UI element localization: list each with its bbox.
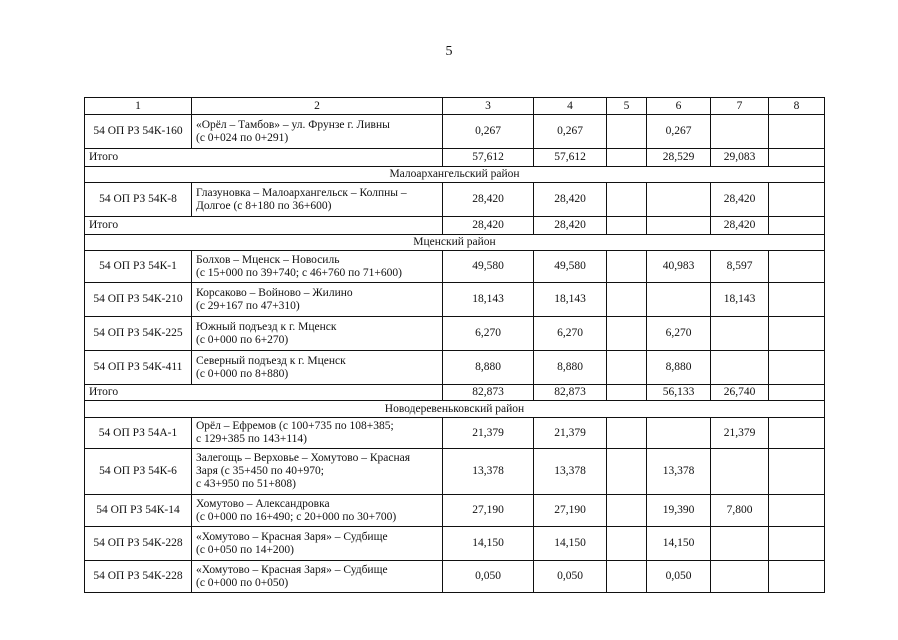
value-cell-3: 21,379 [443, 418, 534, 449]
district-title: Мценский район [85, 235, 825, 251]
value-cell-6: 0,267 [647, 115, 711, 149]
value-cell-8 [769, 495, 825, 527]
roads-table [84, 97, 825, 593]
road-name-line: «Орёл – Тамбов» – ул. Фрунзе г. Ливны [196, 118, 390, 131]
value-cell-8 [769, 115, 825, 149]
value-cell-8 [769, 561, 825, 593]
value-cell-4: 82,873 [534, 385, 607, 401]
table-row [85, 351, 825, 385]
value-cell-5 [607, 418, 647, 449]
value-cell-6: 13,378 [647, 449, 711, 495]
value-cell-6 [647, 183, 711, 217]
total-label: Итого [85, 149, 443, 167]
road-name-line: Глазуновка – Малоархангельск – Колпны – [196, 186, 407, 199]
value-cell-8 [769, 418, 825, 449]
road-code: 54 ОП РЗ 54К-6 [85, 449, 192, 495]
value-cell-5 [607, 561, 647, 593]
value-cell-6: 40,983 [647, 251, 711, 283]
value-cell-5 [607, 527, 647, 561]
value-cell-8 [769, 351, 825, 385]
value-cell-8 [769, 385, 825, 401]
table-row [85, 527, 825, 561]
value-cell-7: 21,379 [711, 418, 769, 449]
district-section-row [85, 235, 825, 251]
road-name-line: (с 0+000 по 6+270) [196, 333, 289, 346]
district-section-row [85, 401, 825, 418]
road-name-line: с 43+950 по 51+808) [196, 478, 296, 490]
value-cell-3: 49,580 [443, 251, 534, 283]
value-cell-7: 18,143 [711, 283, 769, 317]
value-cell-6: 14,150 [647, 527, 711, 561]
value-cell-3: 14,150 [443, 527, 534, 561]
value-cell-5 [607, 149, 647, 167]
road-name-line: Южный подъезд к г. Мценск [196, 320, 337, 333]
header-cell: 3 [443, 98, 534, 115]
district-title: Малоархангельский район [85, 167, 825, 183]
value-cell-8 [769, 317, 825, 351]
header-cell: 6 [647, 98, 711, 115]
road-name [192, 183, 443, 217]
road-name-line: (с 29+167 по 47+310) [196, 299, 300, 312]
road-code: 54 ОП РЗ 54К-14 [85, 495, 192, 527]
value-cell-8 [769, 251, 825, 283]
value-cell-4: 49,580 [534, 251, 607, 283]
value-cell-6: 56,133 [647, 385, 711, 401]
value-cell-7 [711, 561, 769, 593]
value-cell-6: 0,050 [647, 561, 711, 593]
total-row [85, 385, 825, 401]
road-name-line: (с 0+000 по 0+050) [196, 576, 289, 589]
road-code: 54 ОП РЗ 54К-1 [85, 251, 192, 283]
road-name [192, 527, 443, 561]
header-cell: 5 [607, 98, 647, 115]
value-cell-4: 28,420 [534, 183, 607, 217]
road-name [192, 351, 443, 385]
value-cell-7 [711, 317, 769, 351]
road-code: 54 ОП РЗ 54К-8 [85, 183, 192, 217]
value-cell-6: 6,270 [647, 317, 711, 351]
road-name-line: Долгое (с 8+180 по 36+600) [196, 199, 332, 212]
road-name-line: (с 0+000 по 8+880) [196, 367, 289, 380]
value-cell-6 [647, 418, 711, 449]
total-label: Итого [85, 217, 443, 235]
total-row [85, 217, 825, 235]
road-name-line: Болхов – Мценск – Новосиль [196, 253, 340, 266]
value-cell-8 [769, 149, 825, 167]
value-cell-7: 29,083 [711, 149, 769, 167]
road-name [192, 115, 443, 149]
value-cell-8 [769, 283, 825, 317]
value-cell-4: 14,150 [534, 527, 607, 561]
value-cell-4: 57,612 [534, 149, 607, 167]
header-cell: 8 [769, 98, 825, 115]
value-cell-7: 28,420 [711, 183, 769, 217]
header-cell: 1 [85, 98, 192, 115]
value-cell-3: 0,267 [443, 115, 534, 149]
value-cell-4: 18,143 [534, 283, 607, 317]
value-cell-4: 28,420 [534, 217, 607, 235]
value-cell-6: 8,880 [647, 351, 711, 385]
value-cell-5 [607, 251, 647, 283]
table-row [85, 561, 825, 593]
value-cell-4: 27,190 [534, 495, 607, 527]
value-cell-4: 0,267 [534, 115, 607, 149]
value-cell-4: 6,270 [534, 317, 607, 351]
table-row [85, 251, 825, 283]
total-row [85, 149, 825, 167]
value-cell-8 [769, 449, 825, 495]
road-name [192, 317, 443, 351]
value-cell-5 [607, 183, 647, 217]
value-cell-4: 8,880 [534, 351, 607, 385]
header-cell: 4 [534, 98, 607, 115]
road-name-line: с 129+385 по 143+114) [196, 433, 308, 445]
value-cell-7: 8,597 [711, 251, 769, 283]
road-name [192, 418, 443, 449]
table-row [85, 449, 825, 495]
value-cell-4: 0,050 [534, 561, 607, 593]
page-number: 5 [445, 44, 453, 59]
road-code: 54 ОП РЗ 54А-1 [85, 418, 192, 449]
road-name-line: «Хомутово – Красная Заря» – Судбище [196, 530, 388, 543]
header-cell: 2 [192, 98, 443, 115]
road-name [192, 283, 443, 317]
value-cell-8 [769, 183, 825, 217]
table-row [85, 283, 825, 317]
value-cell-7: 7,800 [711, 495, 769, 527]
value-cell-5 [607, 495, 647, 527]
value-cell-3: 18,143 [443, 283, 534, 317]
road-code: 54 ОП РЗ 54К-411 [85, 351, 192, 385]
value-cell-4: 13,378 [534, 449, 607, 495]
value-cell-3: 28,420 [443, 217, 534, 235]
value-cell-3: 0,050 [443, 561, 534, 593]
road-name-line: Хомутово – Александровка [196, 497, 330, 510]
road-name-line: (с 0+024 по 0+291) [196, 131, 289, 144]
road-code: 54 ОП РЗ 54К-160 [85, 115, 192, 149]
table-row [85, 495, 825, 527]
total-label: Итого [85, 385, 443, 401]
value-cell-7 [711, 527, 769, 561]
value-cell-6 [647, 283, 711, 317]
road-name-line: Заря (с 35+450 по 40+970; [196, 465, 324, 477]
table-body [85, 98, 825, 593]
value-cell-6: 19,390 [647, 495, 711, 527]
value-cell-3: 82,873 [443, 385, 534, 401]
road-name [192, 561, 443, 593]
district-section-row [85, 167, 825, 183]
value-cell-5 [607, 283, 647, 317]
value-cell-5 [607, 317, 647, 351]
road-name-line: (с 0+050 по 14+200) [196, 543, 295, 556]
road-code: 54 ОП РЗ 54К-210 [85, 283, 192, 317]
header-cell: 7 [711, 98, 769, 115]
road-code: 54 ОП РЗ 54К-225 [85, 317, 192, 351]
table-row [85, 115, 825, 149]
value-cell-7 [711, 351, 769, 385]
value-cell-3: 8,880 [443, 351, 534, 385]
road-name [192, 449, 443, 495]
value-cell-3: 6,270 [443, 317, 534, 351]
road-name [192, 251, 443, 283]
value-cell-5 [607, 217, 647, 235]
road-name-line: (с 15+000 по 39+740; с 46+760 по 71+600) [196, 266, 402, 279]
value-cell-8 [769, 217, 825, 235]
table-row [85, 317, 825, 351]
value-cell-4: 21,379 [534, 418, 607, 449]
value-cell-5 [607, 351, 647, 385]
district-title: Новодеревеньковский район [85, 401, 825, 418]
value-cell-6: 28,529 [647, 149, 711, 167]
table-header-row [85, 98, 825, 115]
road-name-line: Орёл – Ефремов (с 100+735 по 108+385; [196, 420, 394, 432]
road-name-line: (с 0+000 по 16+490; с 20+000 по 30+700) [196, 510, 397, 523]
road-code: 54 ОП РЗ 54К-228 [85, 561, 192, 593]
value-cell-8 [769, 527, 825, 561]
road-name-line: Залегощь – Верховье – Хомутово – Красная [196, 452, 410, 464]
value-cell-7 [711, 115, 769, 149]
value-cell-6 [647, 217, 711, 235]
value-cell-3: 27,190 [443, 495, 534, 527]
value-cell-5 [607, 115, 647, 149]
value-cell-3: 28,420 [443, 183, 534, 217]
value-cell-3: 57,612 [443, 149, 534, 167]
table-row [85, 183, 825, 217]
road-name-line: Северный подъезд к г. Мценск [196, 354, 346, 367]
road-name-line: Корсаково – Войново – Жилино [196, 286, 353, 299]
value-cell-7 [711, 449, 769, 495]
value-cell-5 [607, 449, 647, 495]
value-cell-3: 13,378 [443, 449, 534, 495]
table-row [85, 418, 825, 449]
road-name-line: «Хомутово – Красная Заря» – Судбище [196, 563, 388, 576]
value-cell-7: 26,740 [711, 385, 769, 401]
road-name [192, 495, 443, 527]
value-cell-5 [607, 385, 647, 401]
road-code: 54 ОП РЗ 54К-228 [85, 527, 192, 561]
value-cell-7: 28,420 [711, 217, 769, 235]
